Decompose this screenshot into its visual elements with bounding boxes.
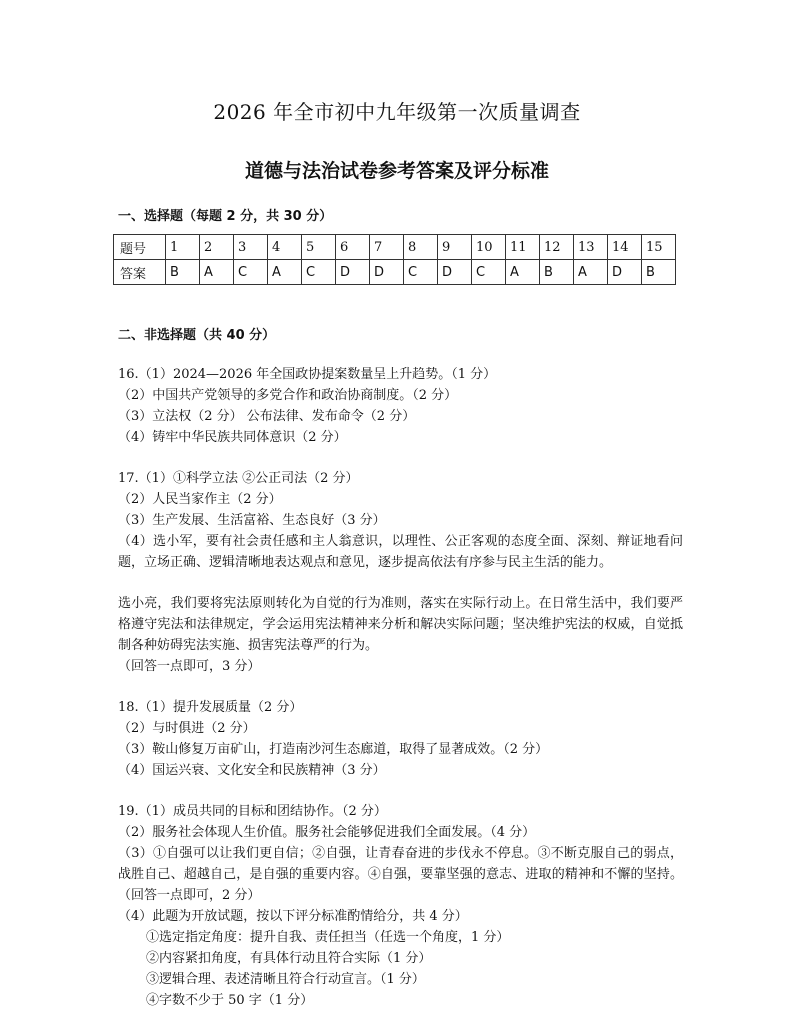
q17-option-b: 选小亮，我们要将宪法原则转化为自觉的行为准则，落实在实际行动上。在日常生活中，我们要严格遵守宪法和法律规定，学会运用宪法精神来分析和解决实际问题；坚决维护宪法的权威，自觉抵制各种妨碍宪法实施、损害宪法尊严的行为。 xyxy=(118,596,683,653)
q18-part1: 18.（1）提升发展质量（2 分） xyxy=(118,700,303,715)
exam-subtitle: 道德与法治试卷参考答案及评分标准 xyxy=(244,160,549,182)
answer-cell: B xyxy=(642,260,676,285)
answer-cell: D xyxy=(336,260,370,285)
q19-criterion-3: ③逻辑合理、表述清晰且符合行动宣言。（1 分） xyxy=(146,972,425,987)
answer-cell: A xyxy=(268,260,302,285)
q18-part4: （4）国运兴衰、文化安全和民族精神（3 分） xyxy=(118,763,386,778)
answer-cell: C xyxy=(234,260,268,285)
question-number: 15 xyxy=(642,235,676,260)
q19-criterion-4: ④字数不少于 50 字（1 分） xyxy=(146,993,314,1008)
row-label-number: 题号 xyxy=(114,235,166,260)
section1-heading: 一、选择题（每题 2 分，共 30 分） xyxy=(118,209,333,224)
q16-part3: （3）立法权（2 分） 公布法律、发布命令（2 分） xyxy=(118,409,416,424)
q17-scoring-note: （回答一点即可，3 分） xyxy=(118,659,261,674)
answer-cell: C xyxy=(472,260,506,285)
exam-title: 2026 年全市初中九年级第一次质量调查 xyxy=(213,100,581,124)
q17-part2: （2）人民当家作主（2 分） xyxy=(118,492,282,507)
question-number-row xyxy=(114,235,676,260)
section2-heading: 二、非选择题（共 40 分） xyxy=(118,328,276,343)
q17-part1: 17.（1）①科学立法 ②公正司法（2 分） xyxy=(118,471,359,486)
question-number: 1 xyxy=(166,235,200,260)
q19-criterion-1: ①选定指定角度：提升自我、责任担当（任选一个角度，1 分） xyxy=(146,930,510,945)
answer-body xyxy=(118,364,683,1011)
q17-part4: （4）选小军，要有社会责任感和主人翁意识，以理性、公正客观的态度全面、深刻、辩证地看问题，立场正确、逻辑清晰地表达观点和意见，逐步提高依法有序参与民主生活的能力。 xyxy=(118,534,683,570)
q18-part2: （2）与时俱进（2 分） xyxy=(118,721,256,736)
q16-part1: 16.（1）2024—2026 年全国政协提案数量呈上升趋势。（1 分） xyxy=(118,367,497,382)
question-19 xyxy=(118,801,683,1011)
q19-criterion-2: ②内容紧扣角度，有具体行动且符合实际（1 分） xyxy=(146,951,432,966)
question-number: 8 xyxy=(404,235,438,260)
question-number: 7 xyxy=(370,235,404,260)
answer-cell: A xyxy=(506,260,540,285)
answer-cell: D xyxy=(608,260,642,285)
question-number: 9 xyxy=(438,235,472,260)
answer-cell: C xyxy=(302,260,336,285)
answer-cell: B xyxy=(166,260,200,285)
answer-cell: D xyxy=(370,260,404,285)
answer-cell: A xyxy=(200,260,234,285)
question-number: 10 xyxy=(472,235,506,260)
answer-row xyxy=(114,260,676,285)
q19-part4: （4）此题为开放试题，按以下评分标准酌情给分，共 4 分） xyxy=(118,909,468,924)
q19-part2: （2）服务社会体现人生价值。服务社会能够促进我们全面发展。（4 分） xyxy=(118,825,536,840)
question-16 xyxy=(118,364,683,448)
q19-part1: 19.（1）成员共同的目标和团结协作。（2 分） xyxy=(118,804,387,819)
answer-cell: D xyxy=(438,260,472,285)
question-number: 5 xyxy=(302,235,336,260)
row-label-answer: 答案 xyxy=(114,260,166,285)
question-number: 14 xyxy=(608,235,642,260)
q19-part3: （3）①自强可以让我们更自信；②自强，让青春奋进的步伐永不停息。③不断克服自己的弱点，战胜自己、超越自己，是自强的重要内容。④自强，要靠坚强的意志、进取的精神和不懈的坚持。（回答一点即可，2 分） xyxy=(118,846,683,903)
q16-part2: （2）中国共产党领导的多党合作和政治协商制度。（2 分） xyxy=(118,388,458,403)
answer-cell: C xyxy=(404,260,438,285)
question-number: 11 xyxy=(506,235,540,260)
answer-cell: A xyxy=(574,260,608,285)
question-18 xyxy=(118,697,683,781)
question-number: 13 xyxy=(574,235,608,260)
question-number: 6 xyxy=(336,235,370,260)
question-17 xyxy=(118,468,683,677)
question-number: 4 xyxy=(268,235,302,260)
q18-part3: （3）鞍山修复万亩矿山，打造南沙河生态廊道，取得了显著成效。（2 分） xyxy=(118,742,549,757)
answer-table xyxy=(113,234,676,285)
question-number: 2 xyxy=(200,235,234,260)
question-number: 3 xyxy=(234,235,268,260)
answer-cell: B xyxy=(540,260,574,285)
q17-part3: （3）生产发展、生活富裕、生态良好（3 分） xyxy=(118,513,386,528)
q16-part4: （4）铸牢中华民族共同体意识（2 分） xyxy=(118,430,347,445)
question-number: 12 xyxy=(540,235,574,260)
